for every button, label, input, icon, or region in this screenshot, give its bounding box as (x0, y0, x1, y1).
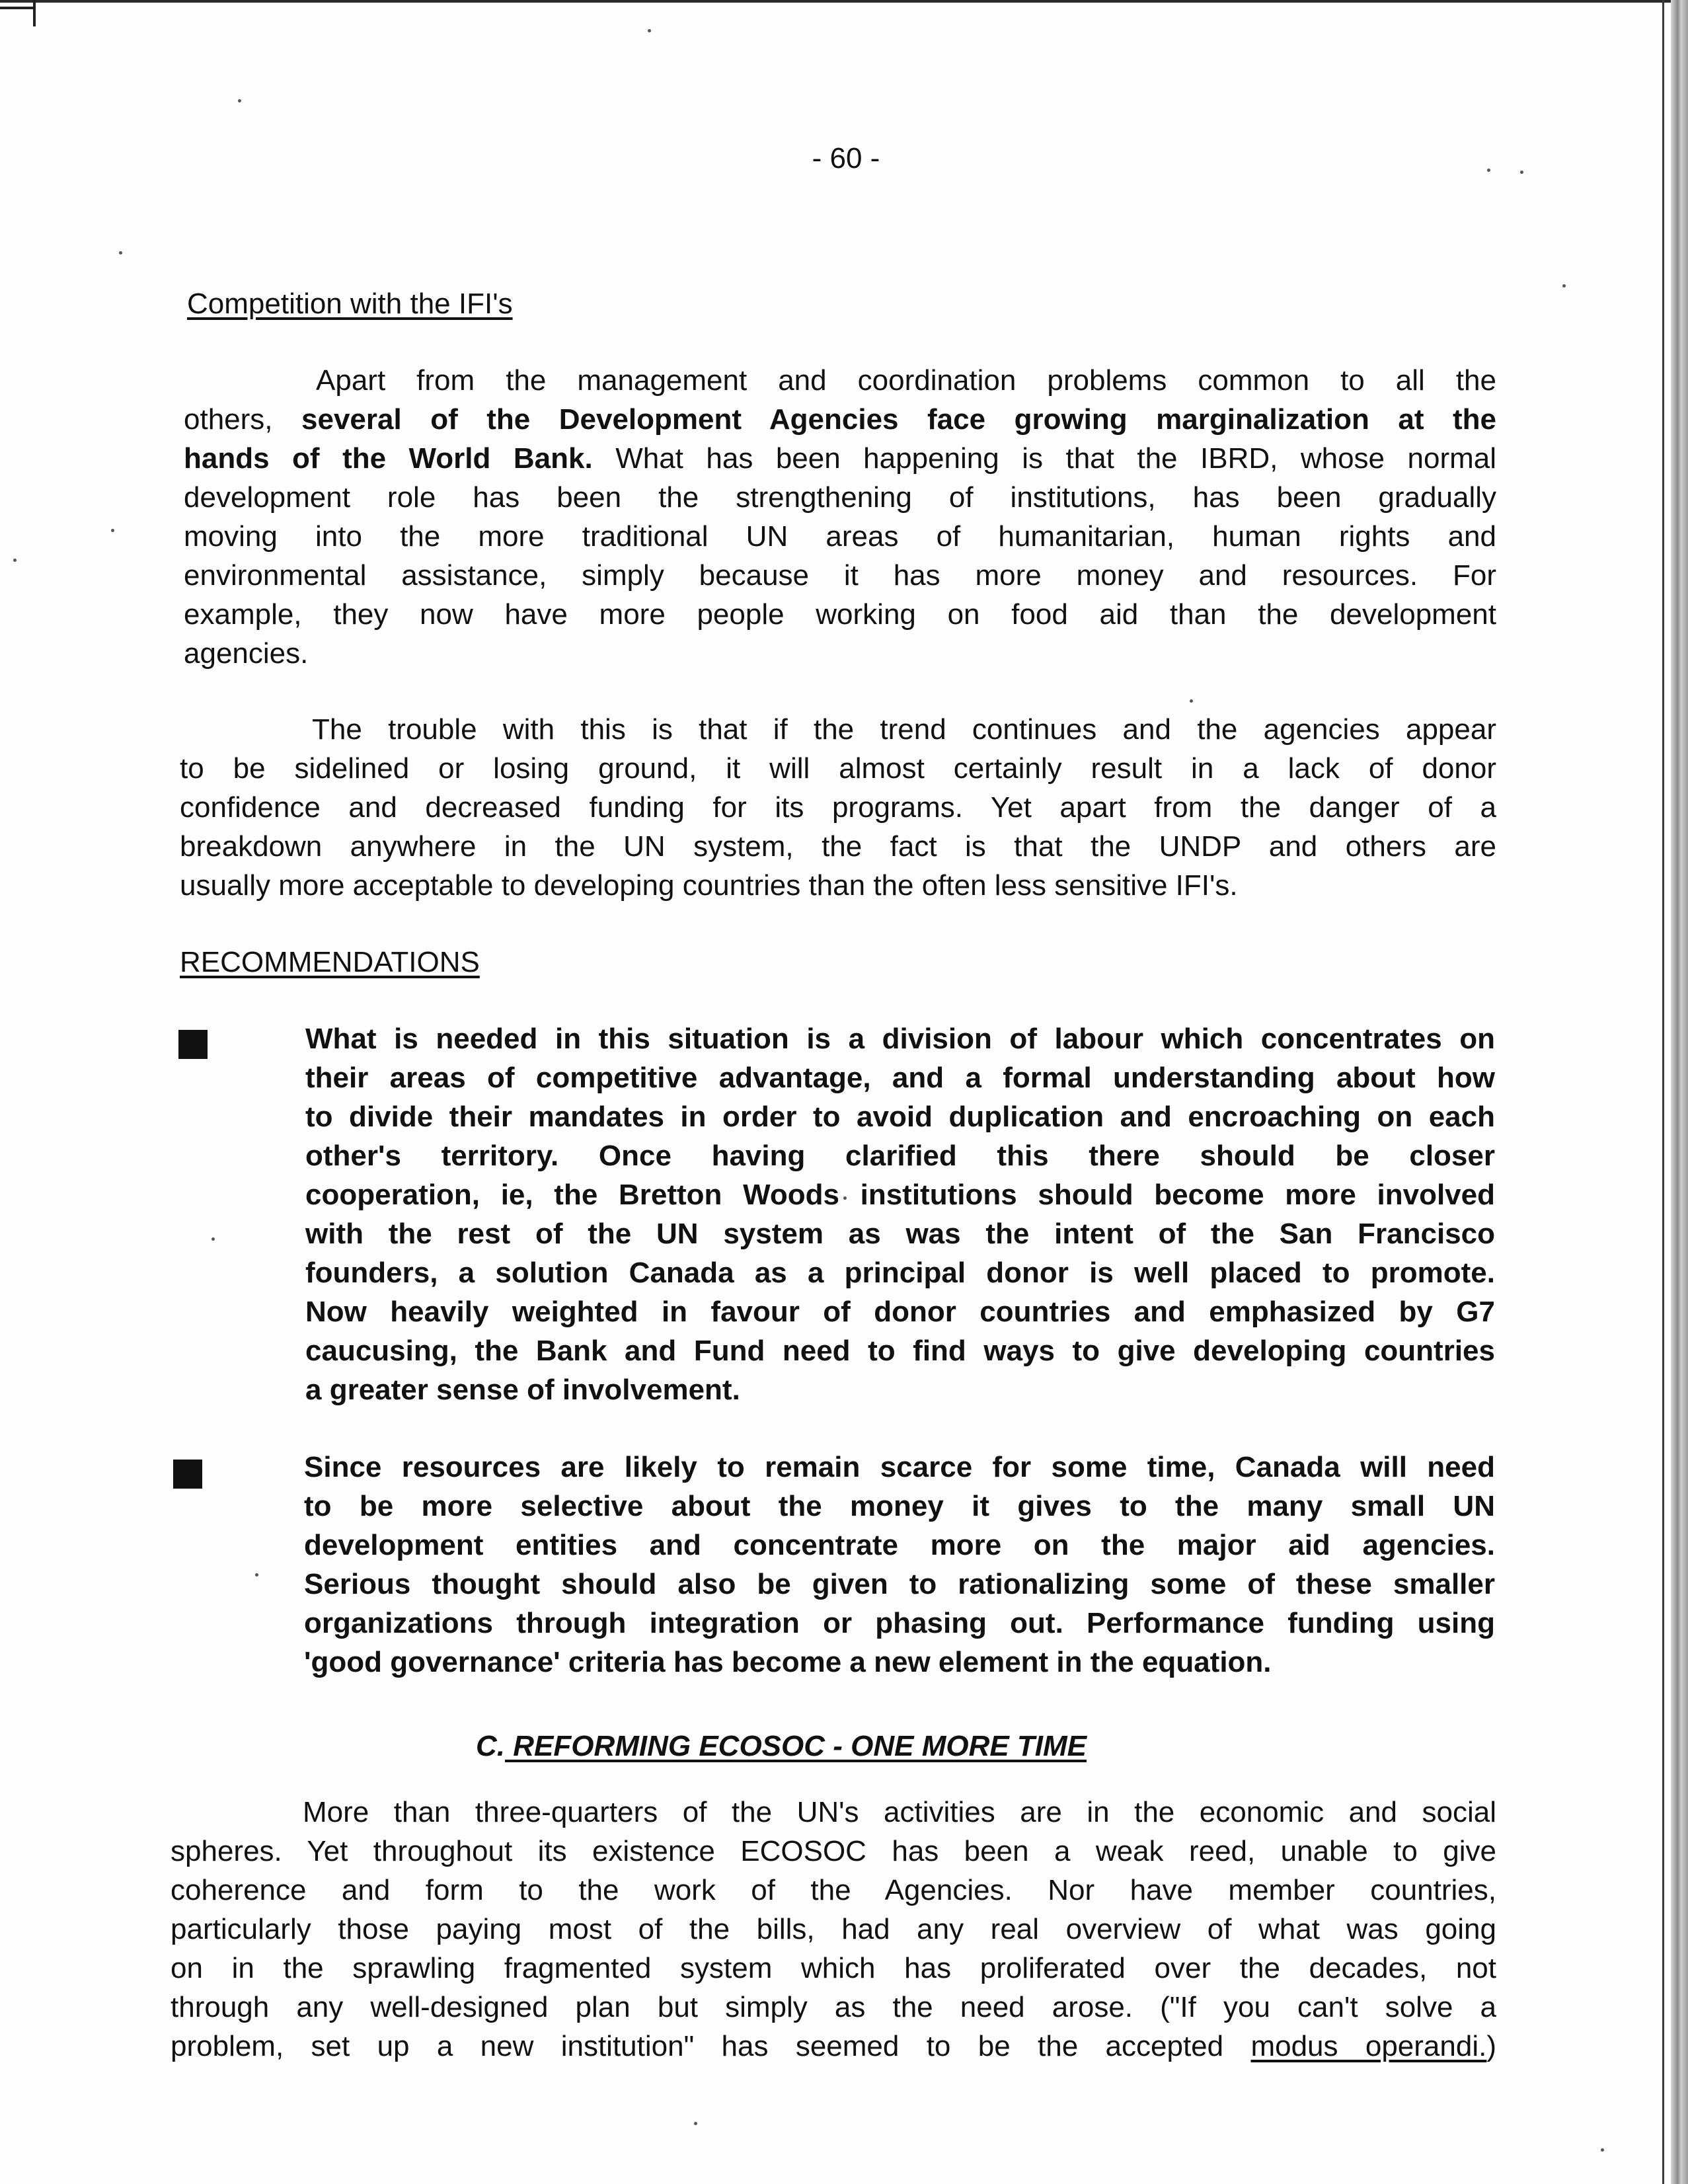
scan-speck (1562, 284, 1566, 288)
scan-speck (238, 99, 241, 102)
scan-speck (1487, 169, 1490, 172)
bullet-line: What is needed in this situation is a division of labour which concentrates on (305, 1023, 1495, 1055)
bold-text-run: hands of the World Bank. (184, 442, 593, 475)
paragraph-line: breakdown anywhere in the UN system, the fact is that the UNDP and others are (180, 830, 1496, 863)
scan-speck (1520, 171, 1523, 174)
paragraph-competition-2 (180, 710, 1496, 905)
scan-speck (111, 529, 114, 532)
bullet-line: founders, a solution Canada as a principal donor is well placed to promote. (305, 1257, 1495, 1289)
scan-speck (648, 29, 651, 32)
paragraph-line: through any well-designed plan but simply as the need arose. ("If you can't solve a (171, 1991, 1496, 2023)
paragraph-line: spheres. Yet throughout its existence ECOSOC has been a weak reed, unable to give (171, 1835, 1496, 1867)
bullet-line: cooperation, ie, the Bretton Woods institutions should become more involved (305, 1179, 1495, 1211)
paragraph-line-mixed (184, 439, 1496, 478)
paragraph-line: More than three-quarters of the UN's activities are in the economic and social (303, 1796, 1496, 1828)
bullet-line: to divide their mandates in order to avoid duplication and encroaching on each (305, 1101, 1495, 1133)
heading-competition-with-ifis: Competition with the IFI's (187, 288, 513, 320)
bullet-square-icon (173, 1460, 202, 1489)
section-prefix: C. (476, 1730, 505, 1762)
page-number: - 60 - (812, 142, 880, 175)
paragraph-line: The trouble with this is that if the trend continues and the agencies appear (312, 713, 1496, 746)
scan-speck (1190, 699, 1193, 703)
scan-right-edge-line (1662, 0, 1664, 2184)
bullet-line: other's territory. Once having clarified this there should be closer (305, 1140, 1495, 1172)
scan-speck (1601, 2148, 1604, 2152)
bullet-line: Serious thought should also be given to rationalizing some of these smaller (304, 1568, 1495, 1600)
scan-speck (13, 559, 17, 562)
paragraph-line: agencies. (184, 637, 309, 670)
paragraph-line: on in the sprawling fragmented system which has proliferated over the decades, not (171, 1952, 1496, 1984)
bold-text-run: several of the Development Agencies face growing marginalization at the (301, 403, 1496, 436)
paragraph-line: confidence and decreased funding for its programs. Yet apart from the danger of a (180, 791, 1496, 824)
bullet-line: to be more selective about the money it gives to the many small UN (304, 1490, 1495, 1522)
bullet-line: organizations through integration or phasing out. Performance funding using (304, 1607, 1495, 1639)
bullet-line: with the rest of the UN system as was the intent of the San Francisco (305, 1218, 1495, 1250)
bullet-line: Now heavily weighted in favour of donor countries and emphasized by G7 (305, 1296, 1495, 1328)
bullet-line: Since resources are likely to remain scarce for some time, Canada will need (304, 1451, 1495, 1483)
scan-speck (119, 251, 122, 254)
scan-speck (255, 1573, 258, 1577)
paragraph-line: particularly those paying most of the bills, had any real overview of what was going (171, 1913, 1496, 1945)
section-title-text: REFORMING ECOSOC - ONE MORE TIME (505, 1730, 1087, 1762)
scan-speck (211, 1237, 215, 1241)
bullet-line: development entities and concentrate more on the major aid agencies. (304, 1529, 1495, 1561)
paragraph-line: to be sidelined or losing ground, it will almost certainly result in a lack of donor (180, 752, 1496, 785)
bullet-line: 'good governance' criteria has become a new element in the equation. (304, 1646, 1272, 1678)
recommendation-bullet-1 (305, 1019, 1495, 1409)
paragraph-line: coherence and form to the work of the Agencies. Nor have member countries, (171, 1874, 1496, 1906)
scan-corner-mark (0, 7, 33, 9)
bullet-line: caucusing, the Bank and Fund need to find ways to give developing countries (305, 1335, 1495, 1367)
bullet-line: their areas of competitive advantage, and a formal understanding about how (305, 1062, 1495, 1094)
paragraph-line: Apart from the management and coordination problems common to all the (316, 364, 1496, 397)
paragraph-line-mixed (171, 2027, 1496, 2066)
paragraph-line: moving into the more traditional UN areas of humanitarian, human rights and (184, 520, 1496, 553)
scan-speck (694, 2122, 697, 2125)
paragraph-line: usually more acceptable to developing countries than the often less sensitive IFI's. (180, 869, 1238, 902)
text-run: What has been happening is that the IBRD, whose normal (592, 442, 1497, 475)
heading-recommendations: RECOMMENDATIONS (180, 946, 480, 978)
scan-right-edge (1671, 0, 1688, 2184)
underlined-text-run: modus operandi. (1250, 2030, 1487, 2062)
text-run: problem, set up a new institution" has seemed to be the accepted (171, 2030, 1251, 2062)
paragraph-competition-1 (184, 361, 1496, 673)
scan-corner-mark-vertical (33, 0, 36, 26)
section-title-reforming-ecosoc (476, 1728, 1087, 1765)
text-run: others, (184, 403, 302, 436)
scan-top-border (0, 0, 1688, 3)
paragraph-line: example, they now have more people working on food aid than the development (184, 598, 1496, 631)
paragraph-line-mixed (184, 400, 1496, 439)
paragraph-line: environmental assistance, simply because it has more money and resources. For (184, 559, 1496, 592)
bullet-square-icon (178, 1030, 208, 1059)
paragraph-line: development role has been the strengthening of institutions, has been gradually (184, 481, 1496, 514)
text-run: ) (1486, 2030, 1496, 2062)
paragraph-ecosoc (171, 1793, 1496, 2066)
bullet-line: a greater sense of involvement. (305, 1374, 740, 1406)
recommendation-bullet-2 (304, 1448, 1495, 1682)
